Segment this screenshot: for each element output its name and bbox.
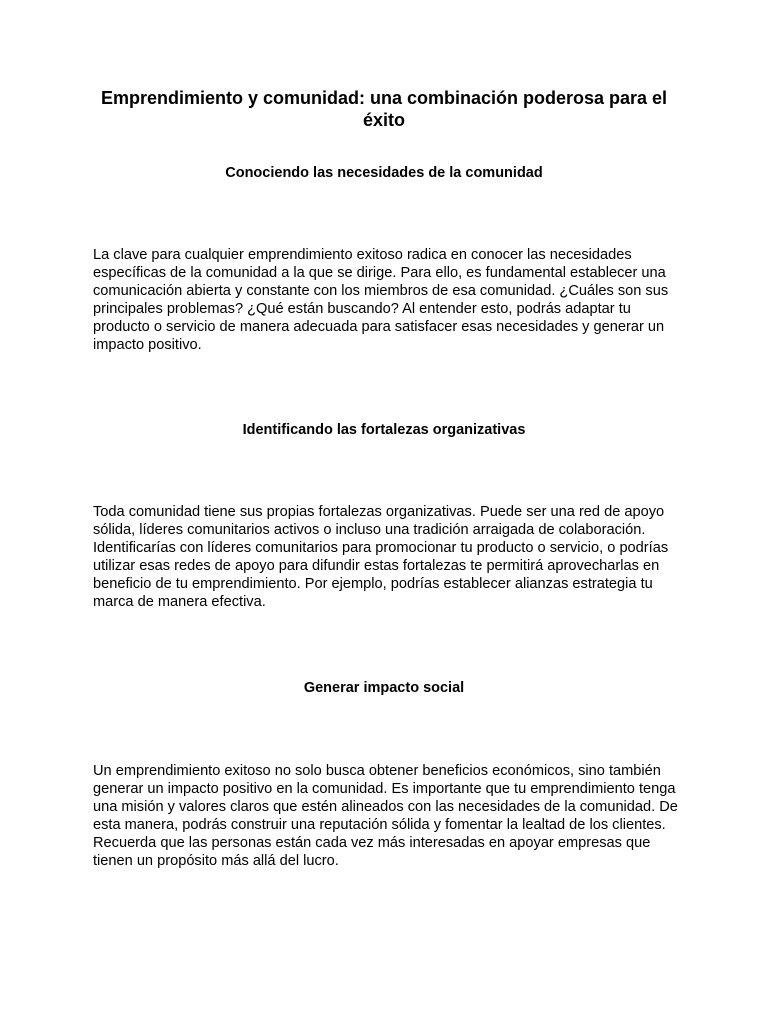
section-paragraph-social-impact: Un emprendimiento exitoso no solo busca obtener beneficios económicos, sino también generar un impacto positivo en la comunidad. Es importante que tu emprendimiento tenga una misión y valores claros que estén alineados con las necesidades de la comunidad. De esta manera, podrás construir una reputación sólida y fomentar la lealtad de los clientes. Recuerda que las personas están cada vez más interesadas en apoyar empresas que tienen un propósito más allá del lucro. [93,763,678,869]
section-heading-community-needs: Conociendo las necesidades de la comunidad [225,165,543,181]
document-title: Emprendimiento y comunidad: una combinación poderosa para el éxito [100,88,668,130]
section-heading-social-impact: Generar impacto social [303,680,465,696]
section-heading-organizational-strengths: Identificando las fortalezas organizativas [242,422,526,438]
section-paragraph-community-needs: La clave para cualquier emprendimiento exitoso radica en conocer las necesidades específicas de la comunidad a la que se dirige. Para ello, es fundamental establecer una comunicación abierta y constante con los miembros de esa comunidad. ¿Cuáles son sus principales problemas? ¿Qué están buscando? Al entender esto, podrás adaptar tu producto o servicio de manera adecuada para satisfacer esas necesidades y generar un impacto positivo. [93,247,669,353]
section-paragraph-organizational-strengths: Toda comunidad tiene sus propias fortalezas organizativas. Puede ser una red de apoyo sólida, líderes comunitarios activos o incluso una tradición arraigada de colaboración. Identificarías con líderes comunitarios para promocionar tu producto o servicio, o podrías utilizar esas redes de apoyo para difundir estas fortalezas te permitirá aprovecharlas en beneficio de tu emprendimiento. Por ejemplo, podrías establecer alianzas estrategia tu marca de manera efectiva. [93,504,669,610]
